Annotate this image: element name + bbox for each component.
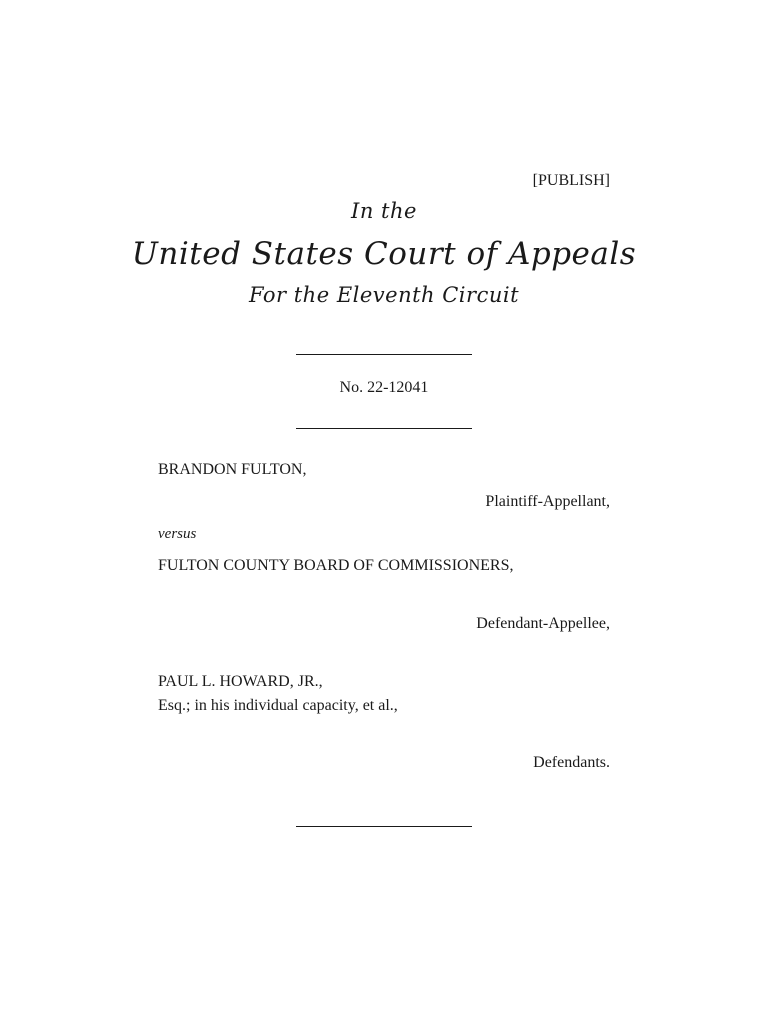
versus-label: versus xyxy=(158,526,197,542)
plaintiff-role: Plaintiff-Appellant, xyxy=(485,493,610,510)
other-defendant-capacity: Esq.; in his individual capacity, et al., xyxy=(158,697,398,714)
other-defendant-name: PAUL L. HOWARD, JR., xyxy=(158,673,323,690)
defendant-role: Defendant-Appellee, xyxy=(476,615,610,632)
in-the-heading: In the xyxy=(351,199,417,223)
divider-rule xyxy=(296,354,472,355)
circuit-heading: For the Eleventh Circuit xyxy=(248,283,520,307)
other-defendants-role: Defendants. xyxy=(533,754,610,771)
publish-tag: [PUBLISH] xyxy=(532,172,610,189)
plaintiff-name: BRANDON FULTON, xyxy=(158,461,307,478)
defendant-name: FULTON COUNTY BOARD OF COMMISSIONERS, xyxy=(158,557,514,574)
court-name-heading: United States Court of Appeals xyxy=(131,236,637,272)
divider-rule xyxy=(296,826,472,827)
divider-rule xyxy=(296,428,472,429)
case-number: No. 22-12041 xyxy=(339,379,429,396)
